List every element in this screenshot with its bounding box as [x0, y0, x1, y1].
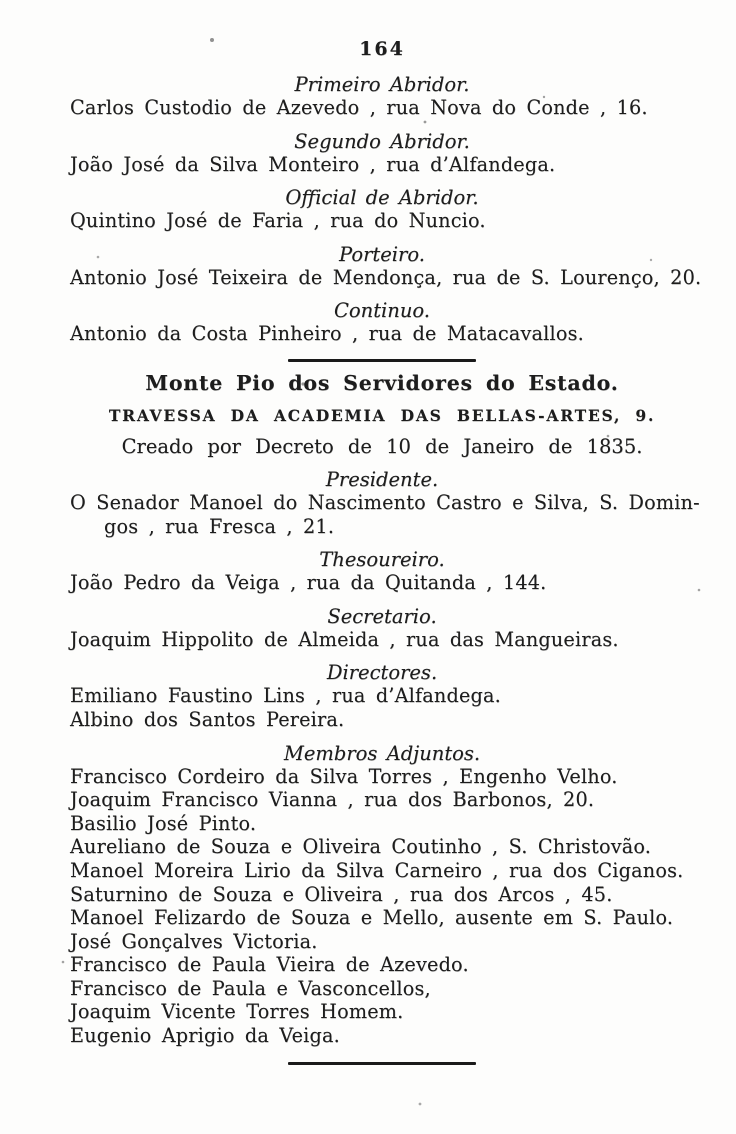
office-title-primeiro-abridor: Primeiro Abridor.	[294, 73, 470, 96]
role-entry-director-1: Emiliano Faustino Lins , rua d’Alfandega.	[70, 684, 501, 708]
role-title-secretario: Secretario.	[327, 604, 437, 628]
office-title-continuo: Continuo.	[333, 299, 430, 323]
office-entry-primeiro-abridor: Carlos Custodio de Azevedo , rua Nova do Conde , 16.	[70, 96, 648, 119]
scan-speckles	[0, 0, 2, 2]
office-entry-official-de-abridor: Quintino José de Faria , rua do Nuncio.	[70, 209, 486, 233]
section-divider-rule	[288, 359, 476, 362]
section-monte-pio	[70, 370, 700, 1048]
member-entry-5: Manoel Moreira Lirio da Silva Carneiro , rua dos Ciganos.	[70, 858, 684, 882]
member-entry-7: Manoel Felizardo de Souza e Mello, ausente em S. Paulo.	[70, 906, 674, 930]
member-entry-8: José Gonçalves Victoria.	[70, 929, 318, 953]
member-entry-11: Joaquim Vicente Torres Homem.	[70, 1000, 404, 1024]
role-entry-director-2: Albino dos Santos Pereira.	[70, 707, 345, 731]
role-title-membros-adjuntos: Membros Adjuntos.	[283, 741, 481, 765]
role-title-presidente: Presidente.	[325, 467, 439, 491]
office-entry-porteiro: Antonio José Teixeira de Mendonça, rua de S. Lourenço, 20.	[70, 265, 702, 289]
member-entry-4: Aureliano de Souza e Oliveira Coutinho , S. Christovão.	[70, 835, 652, 859]
page-bottom-rule	[288, 1062, 476, 1065]
role-entry-presidente-line1: O Senador Manoel do Nascimento Castro e Silva, S. Domin-	[70, 490, 700, 514]
page-number: 164	[359, 38, 405, 60]
role-title-thesoureiro: Thesoureiro.	[319, 548, 445, 572]
office-entry-segundo-abridor: João José da Silva Monteiro , rua d’Alfandega.	[70, 152, 556, 176]
role-title-directores: Directores.	[326, 661, 438, 685]
role-entry-secretario: Joaquim Hippolito de Almeida , rua das Mangueiras.	[70, 627, 619, 651]
role-entry-thesoureiro: João Pedro da Veiga , rua da Quitanda , 144.	[70, 571, 547, 595]
monte-pio-founding-line: Creado por Decreto de 10 de Janeiro de 1835.	[121, 434, 643, 458]
member-entry-2: Joaquim Francisco Vianna , rua dos Barbonos, 20.	[70, 788, 595, 812]
office-entry-continuo: Antonio da Costa Pinheiro , rua de Matacavallos.	[70, 322, 584, 346]
monte-pio-address: TRAVESSA DA ACADEMIA DAS BELLAS-ARTES, 9.	[108, 405, 656, 425]
office-title-segundo-abridor: Segundo Abridor.	[294, 129, 470, 153]
office-title-porteiro: Porteiro.	[339, 242, 425, 266]
member-entry-10: Francisco de Paula e Vasconcellos,	[70, 976, 431, 1000]
member-entry-12: Eugenio Aprigio da Veiga.	[70, 1024, 340, 1048]
member-entry-3: Basilio José Pinto.	[70, 811, 257, 835]
member-entry-6: Saturnino de Souza e Oliveira , rua dos Arcos , 45.	[70, 882, 613, 906]
role-entry-presidente-line2: gos , rua Fresca , 21.	[104, 514, 335, 538]
section-offices	[70, 73, 702, 346]
office-title-official-de-abridor: Official de Abridor.	[285, 186, 479, 210]
member-entry-9: Francisco de Paula Vieira de Azevedo.	[70, 953, 469, 977]
member-entry-1: Francisco Cordeiro da Silva Torres , Engenho Velho.	[70, 764, 618, 788]
monte-pio-title: Monte Pio dos Servidores do Estado.	[145, 370, 619, 395]
